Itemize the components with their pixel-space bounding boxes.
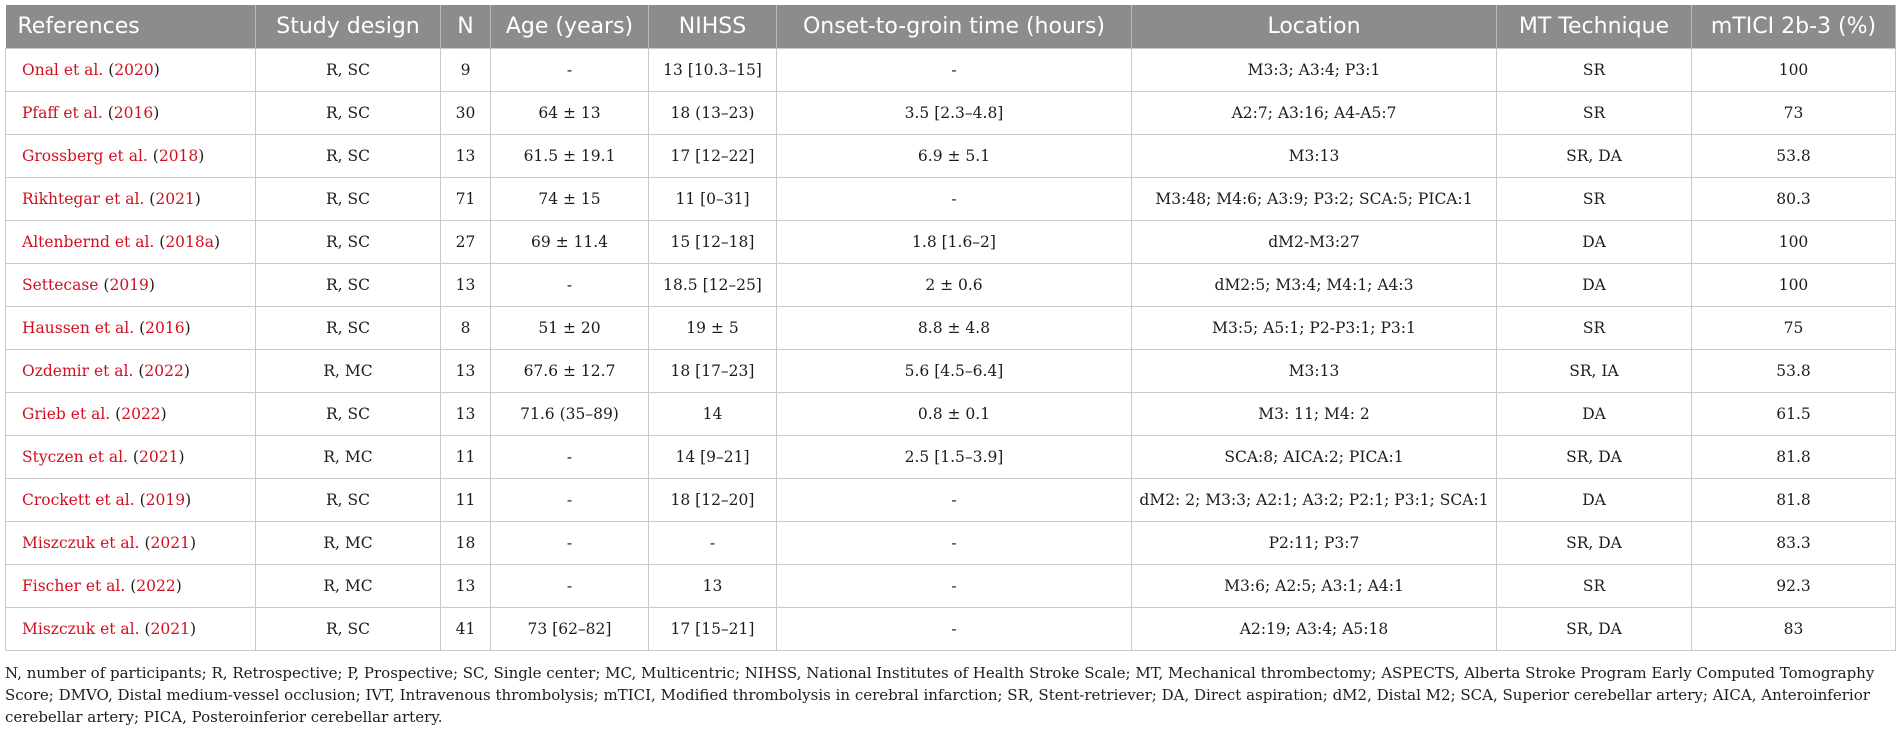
age-cell: 69 ± 11.4	[491, 221, 649, 264]
mtici-cell: 73	[1692, 92, 1896, 135]
age-cell: 67.6 ± 12.7	[491, 350, 649, 393]
table-row	[6, 264, 1896, 307]
nihss-cell: 11 [0–31]	[649, 178, 777, 221]
reference-year-link[interactable]: 2016	[145, 319, 185, 337]
mtici-cell: 83	[1692, 608, 1896, 651]
location-cell: dM2:5; M3:4; M4:1; A4:3	[1132, 264, 1497, 307]
n-cell: 11	[441, 479, 491, 522]
table-row	[6, 221, 1896, 264]
header-n: N	[441, 5, 491, 49]
nihss-cell: 18.5 [12–25]	[649, 264, 777, 307]
mtici-cell: 100	[1692, 221, 1896, 264]
onset-to-groin-cell: 1.8 [1.6–2]	[777, 221, 1132, 264]
mt-technique-cell: DA	[1497, 479, 1692, 522]
age-cell: 61.5 ± 19.1	[491, 135, 649, 178]
reference-cell	[6, 350, 256, 393]
reference-cell	[6, 393, 256, 436]
mt-technique-cell: DA	[1497, 264, 1692, 307]
reference-author-link[interactable]: Rikhtegar et al.	[22, 190, 145, 208]
table-row	[6, 135, 1896, 178]
reference-author-link[interactable]: Grossberg et al.	[22, 147, 148, 165]
reference-paren: (	[154, 233, 166, 251]
location-cell: M3:13	[1132, 350, 1497, 393]
location-cell: A2:7; A3:16; A4-A5:7	[1132, 92, 1497, 135]
table-row	[6, 92, 1896, 135]
table-row	[6, 522, 1896, 565]
age-cell: 71.6 (35–89)	[491, 393, 649, 436]
reference-year-link[interactable]: 2020	[114, 61, 154, 79]
table-row	[6, 393, 1896, 436]
mtici-cell: 92.3	[1692, 565, 1896, 608]
age-cell: -	[491, 565, 649, 608]
age-cell: 74 ± 15	[491, 178, 649, 221]
age-cell: 51 ± 20	[491, 307, 649, 350]
reference-cell	[6, 608, 256, 651]
study-design-cell: R, MC	[256, 350, 441, 393]
table-row	[6, 49, 1896, 92]
nihss-cell: 14	[649, 393, 777, 436]
location-cell: dM2-M3:27	[1132, 221, 1497, 264]
reference-year-link[interactable]: 2022	[136, 577, 176, 595]
mtici-cell: 80.3	[1692, 178, 1896, 221]
onset-to-groin-cell: 3.5 [2.3–4.8]	[777, 92, 1132, 135]
reference-paren: (	[139, 534, 151, 552]
mt-technique-cell: SR	[1497, 178, 1692, 221]
mtici-cell: 83.3	[1692, 522, 1896, 565]
age-cell: 64 ± 13	[491, 92, 649, 135]
reference-paren: )	[190, 620, 197, 638]
reference-author-link[interactable]: Miszczuk et al.	[22, 620, 140, 638]
onset-to-groin-cell: -	[777, 608, 1132, 651]
reference-paren: (	[147, 147, 159, 165]
location-cell: M3: 11; M4: 2	[1132, 393, 1497, 436]
onset-to-groin-cell: 2 ± 0.6	[777, 264, 1132, 307]
table-row	[6, 565, 1896, 608]
mt-technique-cell: SR	[1497, 92, 1692, 135]
reference-cell	[6, 565, 256, 608]
table-row	[6, 178, 1896, 221]
header-study-design: Study design	[256, 5, 441, 49]
onset-to-groin-cell: 2.5 [1.5–3.9]	[777, 436, 1132, 479]
reference-author-link[interactable]: Onal et al.	[22, 61, 104, 79]
study-design-cell: R, SC	[256, 49, 441, 92]
studies-table-container	[5, 5, 1895, 651]
nihss-cell: 15 [12–18]	[649, 221, 777, 264]
mt-technique-cell: SR, DA	[1497, 135, 1692, 178]
mt-technique-cell: SR, DA	[1497, 436, 1692, 479]
nihss-cell: 17 [15–21]	[649, 608, 777, 651]
study-design-cell: R, SC	[256, 608, 441, 651]
header-mtici: mTICI 2b-3 (%)	[1692, 5, 1896, 49]
n-cell: 30	[441, 92, 491, 135]
mt-technique-cell: DA	[1497, 393, 1692, 436]
mtici-cell: 100	[1692, 264, 1896, 307]
nihss-cell: 13 [10.3–15]	[649, 49, 777, 92]
reference-cell	[6, 178, 256, 221]
reference-paren: )	[185, 491, 192, 509]
n-cell: 13	[441, 135, 491, 178]
study-design-cell: R, MC	[256, 522, 441, 565]
reference-author-link[interactable]: Grieb et al.	[22, 405, 111, 423]
onset-to-groin-cell: -	[777, 178, 1132, 221]
n-cell: 9	[441, 49, 491, 92]
study-design-cell: R, SC	[256, 479, 441, 522]
table-footnote: N, number of participants; R, Retrospective; P, Prospective; SC, Single center; MC, Multicentric; NIHSS, National Institutes of Health Stroke Scale; MT, Mechanical thrombectomy; ASPECTS, Alberta Stroke Program Early Computed Tomography Score; DMVO, Distal medium-vessel occlusion; IVT, Intravenous thrombolysis; mTICI, Modified thrombolysis in cerebral infarction; SR, Stent-retriever; DA, Direct aspiration; dM2, Distal M2; SCA, Superior cerebellar artery; AICA, Anteroinferior cerebellar artery; PICA, Posteroinferior cerebellar artery.	[5, 664, 1875, 726]
nihss-cell: 18 [17–23]	[649, 350, 777, 393]
reference-year-link[interactable]: 2022	[144, 362, 184, 380]
reference-paren: )	[198, 147, 205, 165]
table-row	[6, 479, 1896, 522]
reference-paren: (	[139, 620, 151, 638]
age-cell: 73 [62–82]	[491, 608, 649, 651]
reference-year-link[interactable]: 2018	[158, 147, 199, 165]
age-cell: -	[491, 522, 649, 565]
reference-paren: )	[153, 104, 160, 122]
n-cell: 18	[441, 522, 491, 565]
header-mt-technique: MT Technique	[1497, 5, 1692, 49]
age-cell: -	[491, 436, 649, 479]
reference-year-link[interactable]: 2019	[145, 491, 186, 509]
reference-paren: )	[178, 448, 185, 466]
study-design-cell: R, SC	[256, 307, 441, 350]
table-body	[6, 49, 1896, 651]
reference-cell	[6, 221, 256, 264]
mtici-cell: 100	[1692, 49, 1896, 92]
mtici-cell: 53.8	[1692, 135, 1896, 178]
nihss-cell: 18 (13–23)	[649, 92, 777, 135]
reference-cell	[6, 436, 256, 479]
reference-author-link[interactable]: Crockett et al.	[22, 491, 135, 509]
reference-year-link[interactable]: 2016	[113, 104, 154, 122]
onset-to-groin-cell: 8.8 ± 4.8	[777, 307, 1132, 350]
table-row	[6, 350, 1896, 393]
mt-technique-cell: DA	[1497, 221, 1692, 264]
n-cell: 13	[441, 350, 491, 393]
reference-cell	[6, 264, 256, 307]
reference-author-link[interactable]: Settecase	[22, 276, 99, 294]
nihss-cell: -	[649, 522, 777, 565]
table-header-row	[6, 5, 1896, 49]
study-design-cell: R, SC	[256, 178, 441, 221]
header-references: References	[6, 5, 256, 49]
mt-technique-cell: SR	[1497, 307, 1692, 350]
mt-technique-cell: SR, DA	[1497, 608, 1692, 651]
study-design-cell: R, SC	[256, 135, 441, 178]
reference-paren: (	[125, 577, 137, 595]
onset-to-groin-cell: 0.8 ± 0.1	[777, 393, 1132, 436]
mt-technique-cell: SR	[1497, 49, 1692, 92]
reference-author-link[interactable]: Ozdemir et al.	[22, 362, 134, 380]
mtici-cell: 81.8	[1692, 479, 1896, 522]
mtici-cell: 61.5	[1692, 393, 1896, 436]
onset-to-groin-cell: -	[777, 522, 1132, 565]
n-cell: 13	[441, 393, 491, 436]
header-nihss: NIHSS	[649, 5, 777, 49]
reference-paren: )	[160, 405, 167, 423]
reference-cell	[6, 522, 256, 565]
n-cell: 41	[441, 608, 491, 651]
location-cell: M3:48; M4:6; A3:9; P3:2; SCA:5; PICA:1	[1132, 178, 1497, 221]
header-location: Location	[1132, 5, 1497, 49]
reference-author-link[interactable]: Pfaff et al.	[22, 104, 103, 122]
reference-paren: )	[153, 61, 160, 79]
table-row	[6, 307, 1896, 350]
study-design-cell: R, SC	[256, 264, 441, 307]
study-design-cell: R, SC	[256, 92, 441, 135]
reference-paren: (	[103, 61, 115, 79]
table-row	[6, 608, 1896, 651]
location-cell: M3:5; A5:1; P2-P3:1; P3:1	[1132, 307, 1497, 350]
n-cell: 71	[441, 178, 491, 221]
mtici-cell: 53.8	[1692, 350, 1896, 393]
reference-paren: )	[190, 534, 197, 552]
reference-paren: (	[128, 448, 139, 466]
location-cell: dM2: 2; M3:3; A2:1; A3:2; P2:1; P3:1; SCA:1	[1132, 479, 1497, 522]
onset-to-groin-cell: -	[777, 565, 1132, 608]
reference-paren: (	[133, 362, 145, 380]
reference-cell	[6, 307, 256, 350]
study-design-cell: R, SC	[256, 221, 441, 264]
reference-paren: )	[214, 233, 221, 251]
reference-year-link[interactable]: 2021	[138, 448, 179, 466]
reference-paren: (	[102, 104, 114, 122]
mt-technique-cell: SR, DA	[1497, 522, 1692, 565]
location-cell: M3:13	[1132, 135, 1497, 178]
study-design-cell: R, SC	[256, 393, 441, 436]
reference-year-link[interactable]: 2021	[150, 620, 190, 638]
location-cell: M3:3; A3:4; P3:1	[1132, 49, 1497, 92]
table-row	[6, 436, 1896, 479]
reference-cell	[6, 92, 256, 135]
reference-paren: (	[134, 319, 146, 337]
location-cell: M3:6; A2:5; A3:1; A4:1	[1132, 565, 1497, 608]
location-cell: SCA:8; AICA:2; PICA:1	[1132, 436, 1497, 479]
n-cell: 27	[441, 221, 491, 264]
nihss-cell: 18 [12–20]	[649, 479, 777, 522]
reference-author-link[interactable]: Fischer et al.	[22, 577, 126, 595]
n-cell: 8	[441, 307, 491, 350]
reference-author-link[interactable]: Styczen et al.	[22, 448, 128, 466]
reference-paren: )	[148, 276, 155, 294]
nihss-cell: 13	[649, 565, 777, 608]
reference-cell	[6, 135, 256, 178]
reference-year-link[interactable]: 2018a	[165, 233, 214, 251]
reference-paren: (	[144, 190, 156, 208]
reference-paren: (	[110, 405, 122, 423]
age-cell: -	[491, 49, 649, 92]
location-cell: P2:11; P3:7	[1132, 522, 1497, 565]
reference-year-link[interactable]: 2021	[150, 534, 190, 552]
location-cell: A2:19; A3:4; A5:18	[1132, 608, 1497, 651]
reference-year-link[interactable]: 2022	[121, 405, 161, 423]
mt-technique-cell: SR	[1497, 565, 1692, 608]
studies-table	[5, 5, 1896, 651]
reference-paren: (	[98, 276, 110, 294]
reference-cell	[6, 49, 256, 92]
age-cell: -	[491, 479, 649, 522]
study-design-cell: R, MC	[256, 565, 441, 608]
reference-paren: )	[183, 362, 190, 380]
onset-to-groin-cell: 5.6 [4.5–6.4]	[777, 350, 1132, 393]
mtici-cell: 75	[1692, 307, 1896, 350]
header-age: Age (years)	[491, 5, 649, 49]
reference-paren: )	[194, 190, 201, 208]
nihss-cell: 19 ± 5	[649, 307, 777, 350]
n-cell: 11	[441, 436, 491, 479]
reference-author-link[interactable]: Altenbernd et al.	[22, 233, 155, 251]
nihss-cell: 17 [12–22]	[649, 135, 777, 178]
reference-year-link[interactable]: 2019	[109, 276, 149, 294]
reference-year-link[interactable]: 2021	[155, 190, 195, 208]
onset-to-groin-cell: -	[777, 479, 1132, 522]
reference-author-link[interactable]: Miszczuk et al.	[22, 534, 140, 552]
onset-to-groin-cell: -	[777, 49, 1132, 92]
reference-paren: )	[184, 319, 191, 337]
n-cell: 13	[441, 565, 491, 608]
reference-cell	[6, 479, 256, 522]
reference-paren: (	[134, 491, 146, 509]
study-design-cell: R, MC	[256, 436, 441, 479]
age-cell: -	[491, 264, 649, 307]
onset-to-groin-cell: 6.9 ± 5.1	[777, 135, 1132, 178]
reference-author-link[interactable]: Haussen et al.	[22, 319, 135, 337]
nihss-cell: 14 [9–21]	[649, 436, 777, 479]
mtici-cell: 81.8	[1692, 436, 1896, 479]
mt-technique-cell: SR, IA	[1497, 350, 1692, 393]
reference-paren: )	[175, 577, 182, 595]
n-cell: 13	[441, 264, 491, 307]
header-onset-to-groin: Onset-to-groin time (hours)	[777, 5, 1132, 49]
